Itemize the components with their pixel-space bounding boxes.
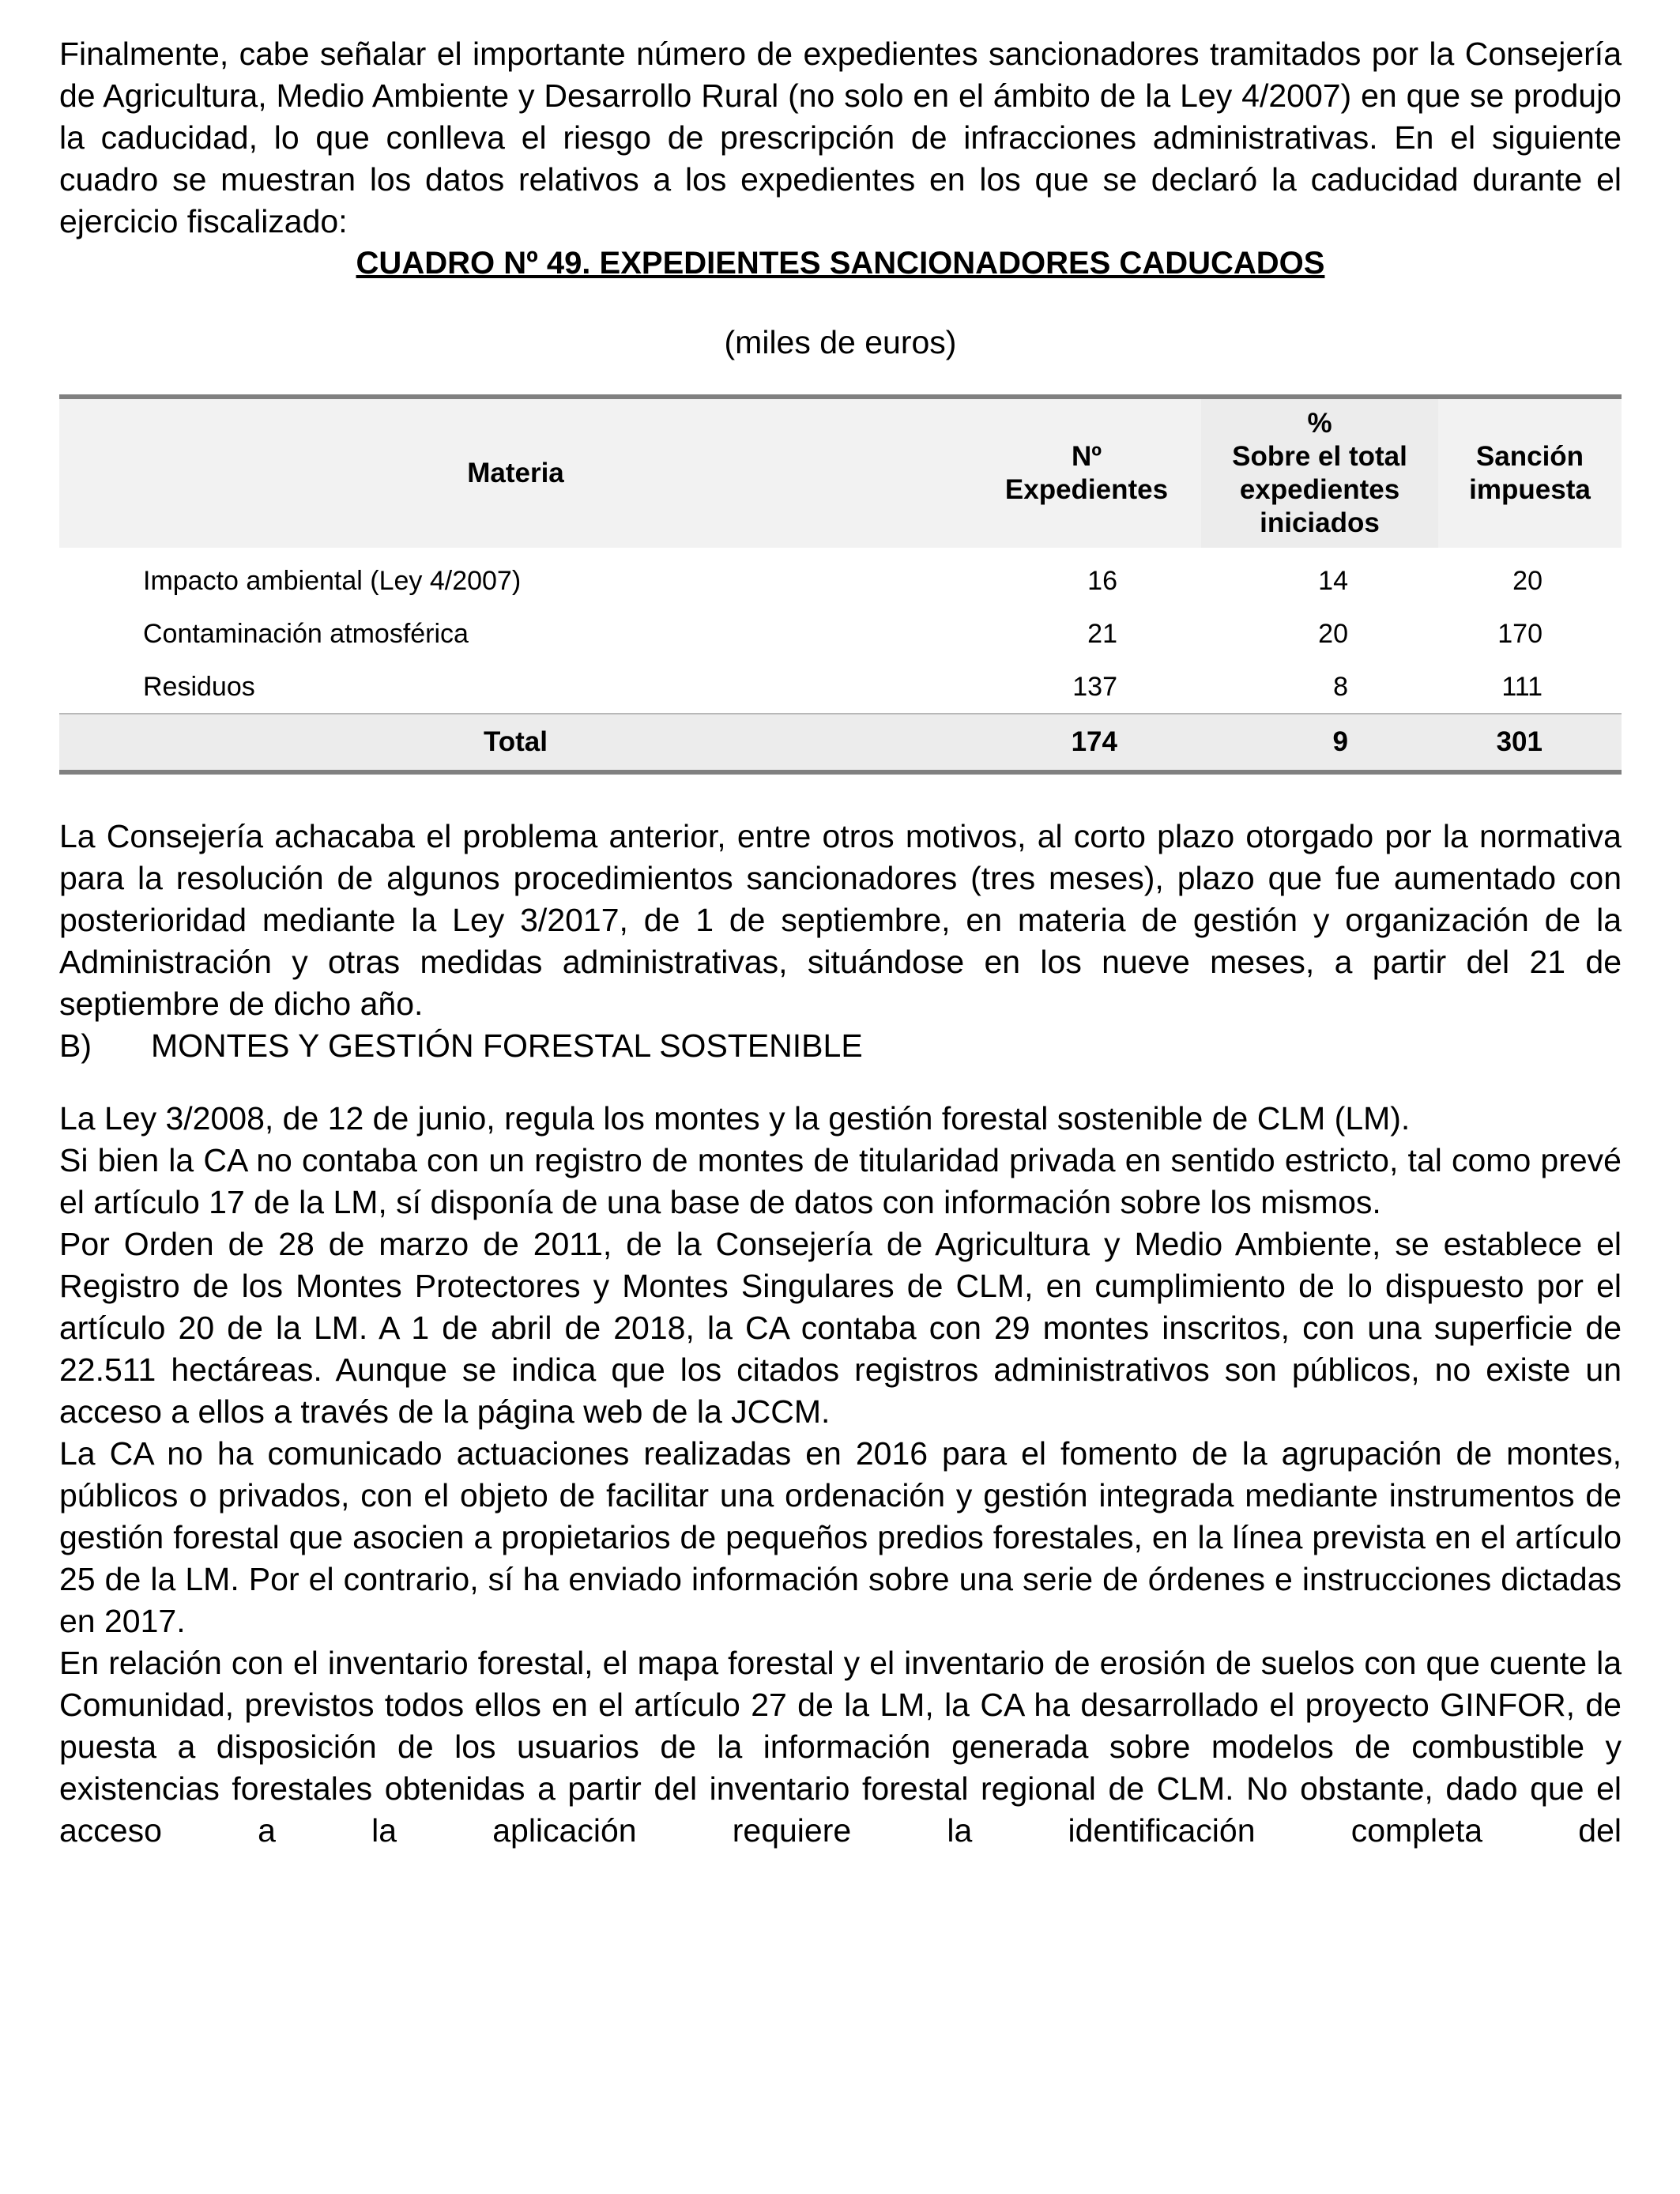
- total-porcentaje: 9: [1201, 714, 1438, 772]
- cell-materia: Residuos: [143, 671, 255, 702]
- table-row: [59, 548, 1622, 607]
- table-row: [59, 607, 1622, 660]
- cell-expedientes: 137: [1072, 671, 1117, 702]
- table-subtitle: (miles de euros): [724, 324, 957, 360]
- header-sancion: [1438, 397, 1622, 548]
- cell-materia: Contaminación atmosférica: [143, 618, 469, 649]
- cell-sancion: 111: [1501, 671, 1543, 702]
- body-paragraph: Por Orden de 28 de marzo de 2011, de la Consejería de Agricultura y Medio Ambiente, se establece el Registro de los Montes Protectores y Montes Singulares de CLM, en cumplimiento de lo dispuesto por el artículo 20 de la LM. A 1 de abril de 2018, la CA contaba con 29 montes inscritos, con una superficie de 22.511 hectáreas. Aunque se indica que los citados registros administrativos son públicos, no existe un acceso a ellos a través de la página web de la JCCM.: [59, 1226, 1622, 1430]
- total-expedientes: 174: [972, 714, 1201, 772]
- body-paragraph: Si bien la CA no contaba con un registro de montes de titularidad privada en sentido estricto, tal como prevé el artículo 17 de la LM, sí disponía de una base de datos con información sobre los mismos.: [59, 1142, 1622, 1220]
- cell-materia: Impacto ambiental (Ley 4/2007): [143, 565, 522, 596]
- header-sancion-line1: Sanción: [1475, 441, 1584, 472]
- body-paragraph: La Ley 3/2008, de 12 de junio, regula los montes y la gestión forestal sostenible de CLM (LM).: [59, 1100, 1411, 1137]
- header-porcentaje-line3: expedientes: [1239, 474, 1400, 505]
- header-materia: Materia: [59, 397, 972, 548]
- table-total-row: [59, 714, 1622, 772]
- sanction-table: [59, 394, 1622, 775]
- header-expedientes: [972, 397, 1201, 548]
- section-title: MONTES Y GESTIÓN FORESTAL SOSTENIBLE: [151, 1027, 863, 1064]
- header-expedientes-line1: Nº: [1071, 441, 1102, 472]
- header-expedientes-line2: Expedientes: [1004, 474, 1169, 505]
- body-paragraph: En relación con el inventario forestal, el mapa forestal y el inventario de erosión de suelos con que cuente la Comunidad, previstos todos ellos en el artículo 27 de la LM, la CA ha desarrollado el proyecto GINFOR, de puesta a disposición de los usuarios de la información generada sobre modelos de combustible y existencias forestales obtenidas a partir del inventario forestal regional de CLM. No obstante, dado que el acceso a la aplicación requiere la identificación completa del: [59, 1645, 1622, 1849]
- cell-porcentaje: 8: [1333, 671, 1348, 702]
- body-paragraph: La CA no ha comunicado actuaciones realizadas en 2016 para el fomento de la agrupación de montes, públicos o privados, con el objeto de facilitar una ordenación y gestión integrada mediante instrumentos de gestión forestal que asocien a propietarios de pequeños predios forestales, en la línea prevista en el artículo 25 de la LM. Por el contrario, sí ha enviado información sobre una serie de órdenes e instrucciones dictadas en 2017.: [59, 1435, 1622, 1639]
- total-label: Total: [59, 714, 972, 772]
- document-page: [59, 33, 1622, 1852]
- header-porcentaje: [1201, 397, 1438, 548]
- cell-porcentaje: 14: [1318, 565, 1348, 596]
- header-porcentaje-line1: %: [1307, 408, 1332, 439]
- table-title: CUADRO Nº 49. EXPEDIENTES SANCIONADORES CADUCADOS: [356, 246, 1325, 281]
- total-sancion: 301: [1438, 714, 1622, 772]
- cell-expedientes: 16: [1087, 565, 1117, 596]
- cell-expedientes: 21: [1087, 618, 1117, 649]
- header-porcentaje-line4: iniciados: [1260, 507, 1380, 538]
- section-letter: B): [59, 1027, 92, 1064]
- section-heading: [59, 1025, 1622, 1066]
- cell-sancion: 20: [1512, 565, 1543, 596]
- header-porcentaje-line2: Sobre el total: [1232, 441, 1407, 472]
- table-row: [59, 660, 1622, 714]
- paragraph-after-table: La Consejería achacaba el problema anterior, entre otros motivos, al corto plazo otorgado por la normativa para la resolución de algunos procedimientos sancionadores (tres meses), plazo que fue aumentado con posterioridad mediante la Ley 3/2017, de 1 de septiembre, en materia de gestión y organización de la Administración y otras medidas administrativas, situándose en los nueve meses, a partir del 21 de septiembre de dicho año.: [59, 818, 1622, 1022]
- table-header-row: [59, 397, 1622, 548]
- header-sancion-line2: impuesta: [1469, 474, 1591, 505]
- cell-porcentaje: 20: [1318, 618, 1348, 649]
- cell-sancion: 170: [1497, 618, 1543, 649]
- intro-paragraph: Finalmente, cabe señalar el importante número de expedientes sancionadores tramitados por la Consejería de Agricultura, Medio Ambiente y Desarrollo Rural (no solo en el ámbito de la Ley 4/2007) en que se produjo la caducidad, lo que conlleva el riesgo de prescripción de infracciones administrativas. En el siguiente cuadro se muestran los datos relativos a los expedientes en los que se declaró la caducidad durante el ejercicio fiscalizado:: [59, 36, 1622, 239]
